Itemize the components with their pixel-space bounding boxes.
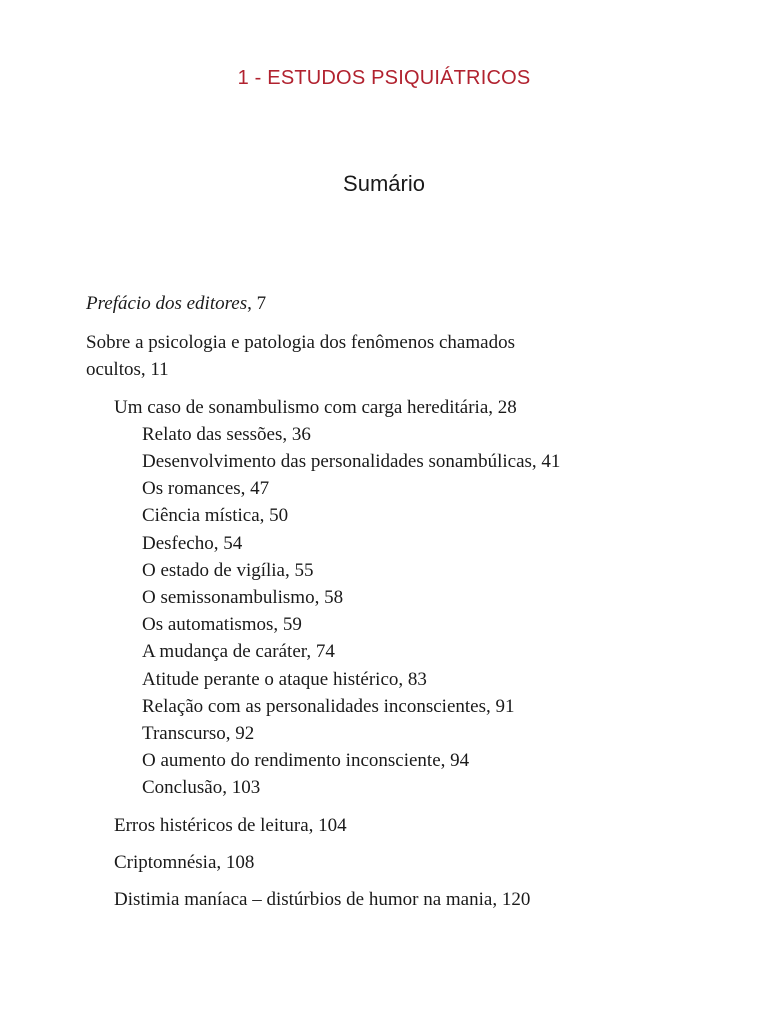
- toc-entry-section: Distimia maníaca – distúrbios de humor na mania, 120: [114, 889, 531, 911]
- toc-entry-subsection: Transcurso, 92: [142, 723, 255, 745]
- toc-entry-subsection: O semissonambulismo, 58: [142, 587, 344, 609]
- page-title: Sumário: [343, 171, 425, 196]
- toc-entry-preface: [86, 290, 706, 317]
- toc-entry-chapter: Sobre a psicologia e patologia dos fenômenos chamados: [86, 332, 515, 354]
- toc-entry-subsection: Conclusão, 103: [142, 777, 261, 799]
- book-title: 1 - ESTUDOS PSIQUIÁTRICOS: [237, 67, 531, 89]
- toc-entry-preface-page: , 7: [247, 293, 267, 314]
- table-of-contents: [86, 290, 706, 913]
- toc-entry-subsection: Relato das sessões, 36: [142, 423, 311, 445]
- toc-entry-subsection: Atitude perante o ataque histérico, 83: [142, 668, 427, 690]
- toc-entry-section: Um caso de sonambulismo com carga hereditária, 28: [114, 396, 517, 418]
- toc-entry-subsection: Relação com as personalidades inconscientes, 91: [142, 695, 515, 717]
- toc-entry-subsection: Os romances, 47: [142, 478, 270, 500]
- toc-entry-section: Erros histéricos de leitura, 104: [114, 814, 347, 836]
- toc-entry-chapter-continued: ocultos, 11: [86, 359, 169, 381]
- toc-entry-section: Criptomnésia, 108: [114, 851, 255, 873]
- toc-entry-preface-title: Prefácio dos editores: [86, 293, 248, 314]
- toc-entry-subsection: Os automatismos, 59: [142, 614, 302, 636]
- toc-entry-subsection: Desfecho, 54: [142, 532, 243, 554]
- toc-entry-subsection: O aumento do rendimento inconsciente, 94: [142, 750, 470, 772]
- toc-entry-subsection: Desenvolvimento das personalidades sonambúlicas, 41: [142, 451, 561, 473]
- toc-entry-subsection: Ciência mística, 50: [142, 505, 289, 527]
- toc-entry-subsection: A mudança de caráter, 74: [142, 641, 335, 663]
- toc-entry-subsection: O estado de vigília, 55: [142, 559, 314, 581]
